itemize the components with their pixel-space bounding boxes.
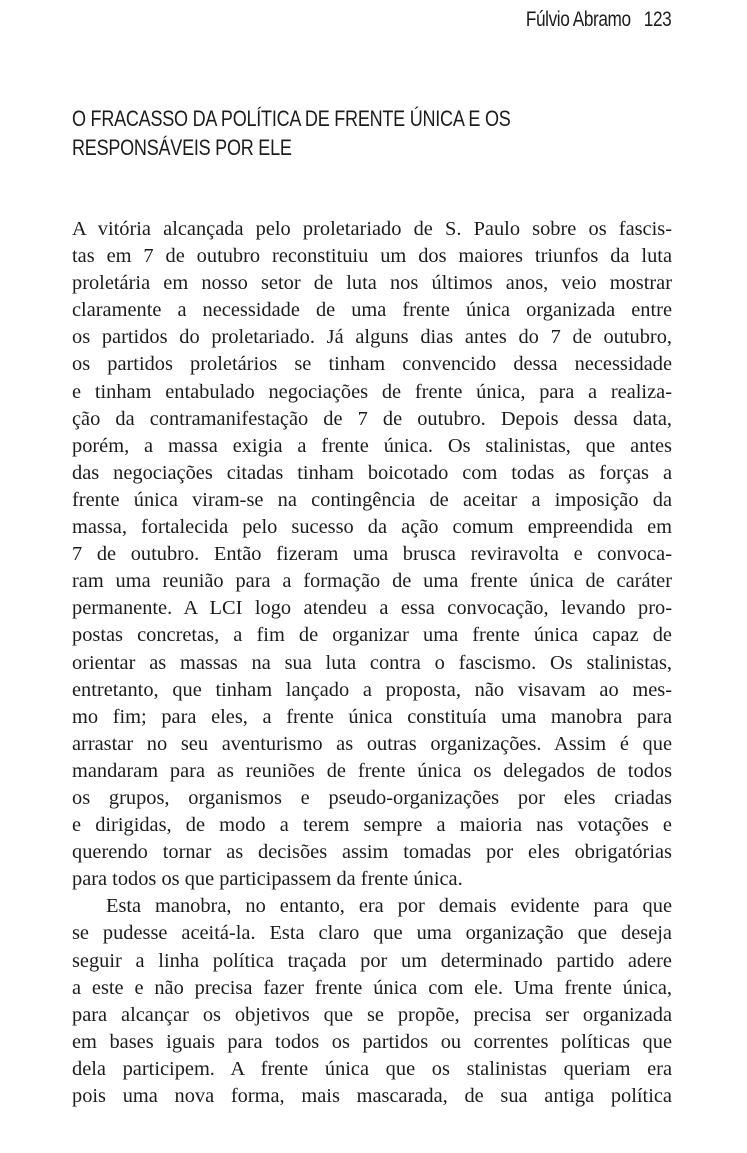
text-line: os grupos, organismos e pseudo-organizações por eles criadas (72, 786, 672, 809)
text-line: ção da contramanifestação de 7 de outubro. Depois dessa data, (72, 407, 672, 430)
text-line: se pudesse aceitá-la. Esta claro que uma organização que deseja (72, 922, 672, 945)
text-line: tas em 7 de outubro reconstituiu um dos maiores triunfos da luta (72, 245, 672, 268)
text-line: A vitória alcançada pelo proletariado de S. Paulo sobre os fascis- (72, 218, 672, 240)
text-line: mo fim; para eles, a frente única constituía uma manobra para (72, 705, 672, 728)
text-line: seguir a linha política traçada por um determinado partido adere (72, 949, 672, 972)
text-line: claramente a necessidade de uma frente única organizada entre (72, 299, 672, 322)
body-text (72, 216, 672, 1110)
text-line: 7 de outubro. Então fizeram uma brusca reviravolta e convoca- (72, 543, 672, 566)
text-line: massa, fortalecida pelo sucesso da ação comum empreendida em (72, 516, 672, 539)
text-line: proletária em nosso setor de luta nos últimos anos, veio mostrar (72, 272, 672, 295)
text-line: frente única viram-se na contingência de aceitar a imposição da (72, 488, 672, 511)
paragraph (72, 216, 672, 893)
text-line: entretanto, que tinham lançado a proposta, não visavam ao mes- (72, 678, 672, 701)
text-line: e tinham entabulado negociações de frente única, para a realiza- (72, 380, 672, 403)
text-line: para alcançar os objetivos que se propõe, precisa ser organizada (72, 1003, 672, 1026)
text-line: os partidos proletários se tinham convencido dessa necessidade (72, 353, 672, 376)
text-line: porém, a massa exigia a frente única. Os stalinistas, que antes (72, 434, 672, 457)
text-line: em bases iguais para todos os partidos ou correntes políticas que (72, 1030, 672, 1053)
text-line: ram uma reunião para a formação de uma frente única de caráter (72, 570, 672, 593)
text-line: querendo tornar as decisões assim tomadas por eles obrigatórias (72, 841, 672, 864)
text-line: postas concretas, a fim de organizar uma frente única capaz de (72, 624, 672, 647)
section-title-line: O FRACASSO DA POLÍTICA DE FRENTE ÚNICA E OS (72, 106, 511, 131)
text-line: mandaram para as reuniões de frente única os delegados de todos (72, 759, 672, 782)
text-line: das negociações citadas tinham boicotado com todas as forças a (72, 461, 672, 484)
paragraph (72, 893, 672, 1110)
text-line: dela participem. A frente única que os stalinistas queriam era (72, 1057, 672, 1080)
page-number: 123 (643, 8, 671, 31)
text-line: para todos os que participassem da frente única. (72, 868, 463, 891)
text-line: e dirigidas, de modo a terem sempre a maioria nas votações e (72, 814, 672, 837)
text-line: permanente. A LCI logo atendeu a essa convocação, levando pro- (72, 597, 672, 620)
text-line: orientar as massas na sua luta contra o fascismo. Os stalinistas, (72, 651, 672, 674)
text-line: Esta manobra, no entanto, era por demais evidente para que (106, 895, 672, 918)
text-line: a este e não precisa fazer frente única com ele. Uma frente única, (72, 976, 672, 999)
text-line: os partidos do proletariado. Já alguns dias antes do 7 de outubro, (72, 326, 672, 349)
text-line: pois uma nova forma, mais mascarada, de sua antiga política (72, 1085, 672, 1107)
text-line: arrastar no seu aventurismo as outras organizações. Assim é que (72, 732, 672, 755)
section-title-line: RESPONSÁVEIS POR ELE (72, 135, 292, 160)
section-title (72, 104, 605, 162)
running-header (526, 8, 671, 32)
header-author: Fúlvio Abramo (525, 8, 631, 31)
